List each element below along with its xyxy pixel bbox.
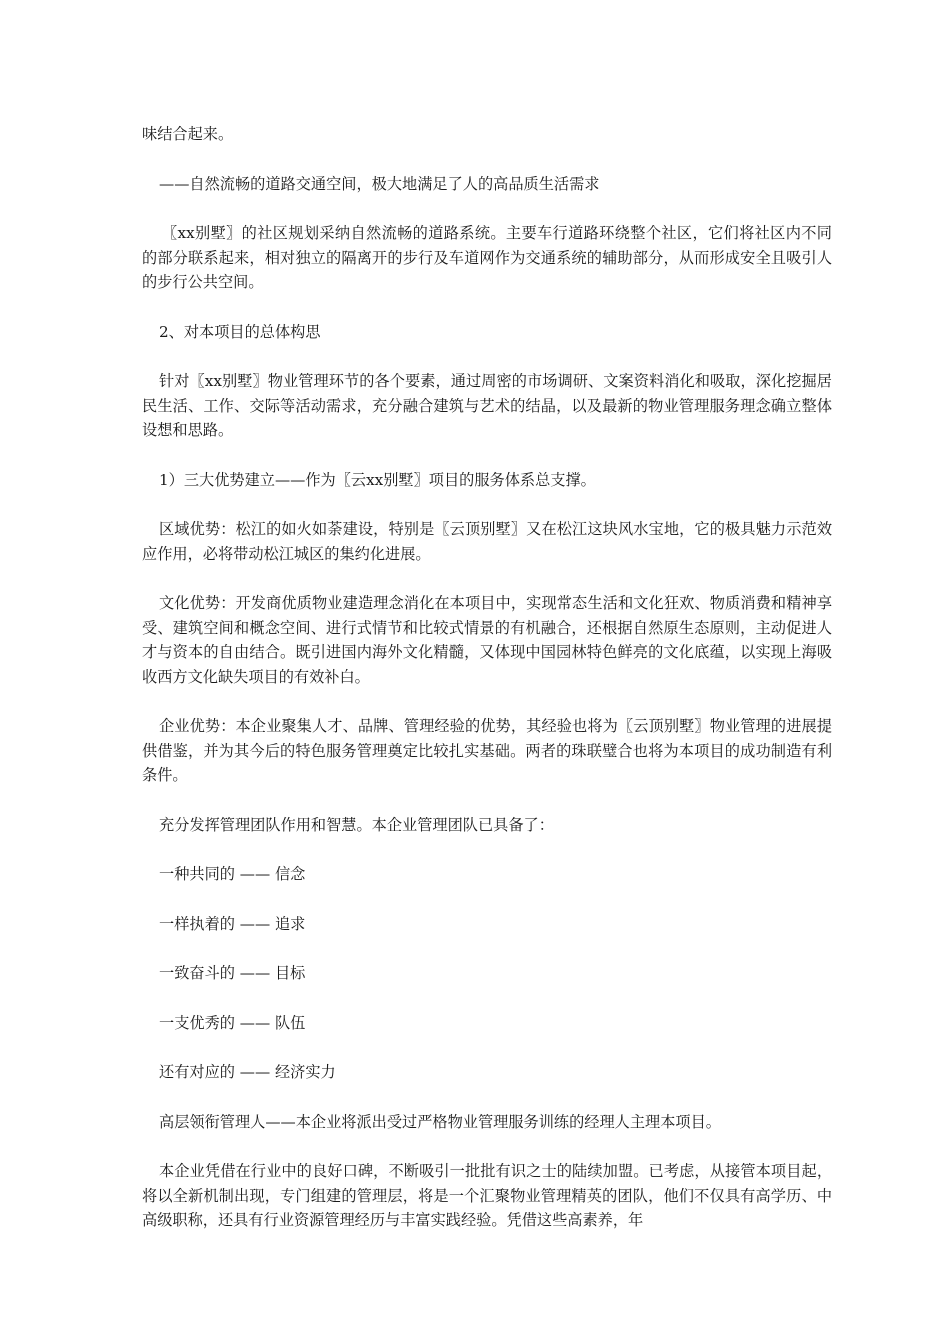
paragraph-cultural-advantage: 文化优势：开发商优质物业建造理念消化在本项目中，实现常态生活和文化狂欢、物质消费和精神享受、建筑空间和概念空间、进行式情节和比较式情景的有机融合，还根据自然原生态原则，主动促进人才与资本的自由结合。既引进国内海外文化精髓，又体现中国园林特色鲜亮的文化底蕴，以实现上海吸收西方文化缺失项目的有效补白。: [142, 594, 832, 686]
list-item-goal: 一致奋斗的 —— 目标: [159, 964, 306, 982]
section-heading-overall-concept: 2、对本项目的总体构思: [159, 322, 321, 341]
paragraph-enterprise-advantage: 企业优势：本企业聚集人才、品牌、管理经验的优势，其经验也将为〖云顶别墅〗物业管理的进展提供借鉴，并为其今后的特色服务管理奠定比较扎实基础。两者的珠联璧合也将为本项目的成功制造有利条件。: [142, 717, 832, 784]
paragraph-reputation: 本企业凭借在行业中的良好口碑，不断吸引一批批有识之士的陆续加盟。已考虑，从接管本项目起，将以全新机制出现，专门组建的管理层，将是一个汇聚物业管理精英的团队，他们不仅具有高学历、中高级职称，还具有行业资源管理经历与丰富实践经验。凭借这些高素养，年: [142, 1162, 832, 1229]
list-item-economic-strength: 还有对应的 —— 经济实力: [159, 1063, 336, 1081]
paragraph-team-intro: 充分发挥管理团队作用和智慧。本企业管理团队已具备了：: [159, 815, 554, 834]
list-item-team: 一支优秀的 —— 队伍: [159, 1013, 306, 1032]
paragraph-regional-advantage: 区域优势：松江的如火如荼建设，特别是〖云顶别墅〗又在松江这块风水宝地，它的极具魅力示范效应作用，必将带动松江城区的集约化进展。: [142, 520, 832, 563]
paragraph-concept-intro: 针对〖xx别墅〗物业管理环节的各个要素，通过周密的市场调研、文案资料消化和吸取，深化挖掘居民生活、工作、交际等活动需求，充分融合建筑与艺术的结晶，以及最新的物业管理服务理念确立整体设想和思路。: [142, 372, 832, 439]
document-body: [142, 122, 832, 1258]
paragraph-senior-manager: 高层领衔管理人——本企业将派出受过严格物业管理服务训练的经理人主理本项目。: [159, 1112, 721, 1131]
subsection-heading-three-advantages: 1）三大优势建立——作为〖云xx别墅〗项目的服务体系总支撑。: [159, 470, 596, 489]
list-item-belief: 一种共同的 —— 信念: [159, 865, 306, 883]
paragraph-continuation: 味结合起来。: [142, 125, 234, 143]
paragraph-road-system: 〖xx别墅〗的社区规划采纳自然流畅的道路系统。主要车行道路环绕整个社区，它们将社区内不同的部分联系起来，相对独立的隔离开的步行及车道网作为交通系统的辅助部分，从而形成安全且吸引人的步行公共空间。: [142, 224, 832, 291]
paragraph-subheading-roads: ——自然流畅的道路交通空间，极大地满足了人的高品质生活需求: [159, 174, 600, 193]
list-item-pursuit: 一样执着的 —— 追求: [159, 914, 306, 933]
